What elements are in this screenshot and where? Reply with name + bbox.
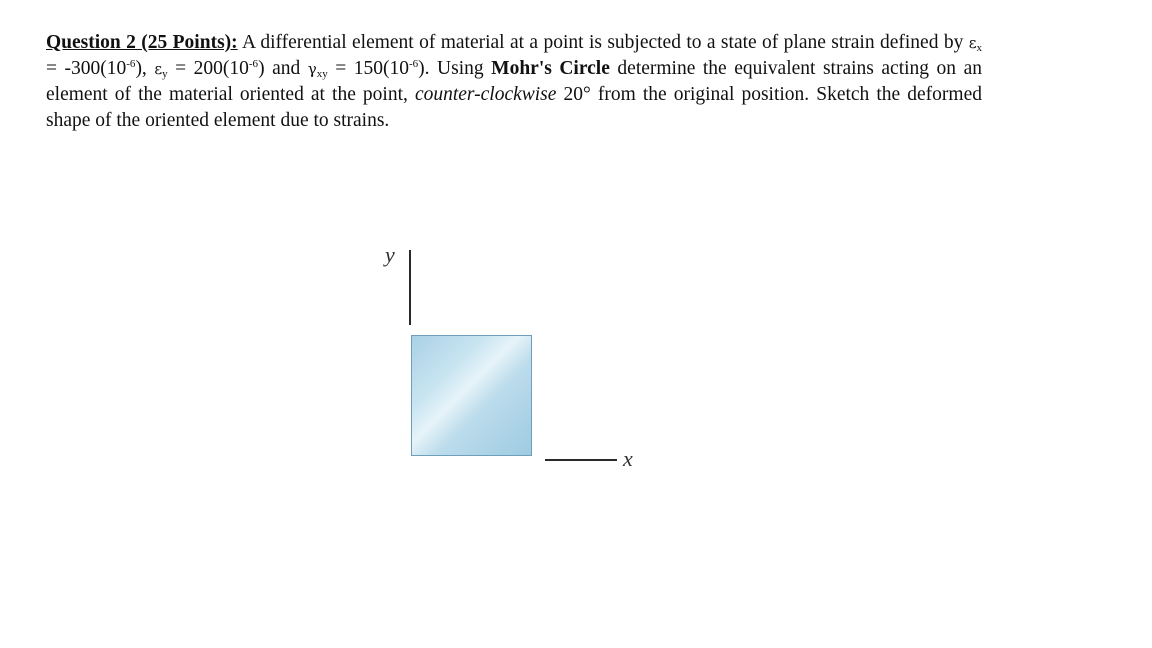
x-axis-line [545, 459, 617, 461]
epsilon-x-exponent: -6 [126, 58, 136, 70]
question-intro: A differential element of material at a point is subjected to a state of plane strain defined by [237, 32, 969, 53]
question-mid-text: determine the equivalent strains acting on an element of the material oriented at the point, [46, 58, 982, 105]
gamma-xy-value: = 150(10 [327, 58, 409, 79]
gamma-xy-exponent: -6 [409, 58, 419, 70]
question-text [46, 30, 982, 134]
epsilon-y-value: = 200(10 [167, 58, 249, 79]
epsilon-x-value: = -300(10 [46, 58, 127, 79]
epsilon-x-subscript: x [976, 42, 983, 54]
x-axis-label: x [623, 446, 633, 471]
epsilon-y-close: ) and [258, 58, 308, 79]
epsilon-y-exponent: -6 [248, 58, 259, 70]
question-tail-text: 20° from the original position. Sketch the deformed shape of the oriented element due to strains. [46, 84, 982, 131]
epsilon-x-symbol: ε [968, 34, 977, 52]
material-element-square [411, 335, 532, 456]
strain-element-figure [360, 240, 680, 480]
gamma-xy-symbol: γ [307, 60, 317, 78]
epsilon-y-subscript: y [162, 68, 168, 80]
gamma-xy-close: ). Using [418, 58, 492, 79]
method-name: Mohr's Circle [491, 58, 610, 79]
question-heading: Question 2 (25 Points): [46, 32, 238, 53]
y-axis-label: y [385, 242, 395, 267]
rotation-direction: counter-clockwise [414, 84, 557, 105]
epsilon-x-close: ), [135, 58, 155, 79]
y-axis-line [409, 250, 411, 325]
epsilon-y-symbol: ε [154, 60, 163, 78]
gamma-xy-subscript: xy [316, 68, 328, 80]
